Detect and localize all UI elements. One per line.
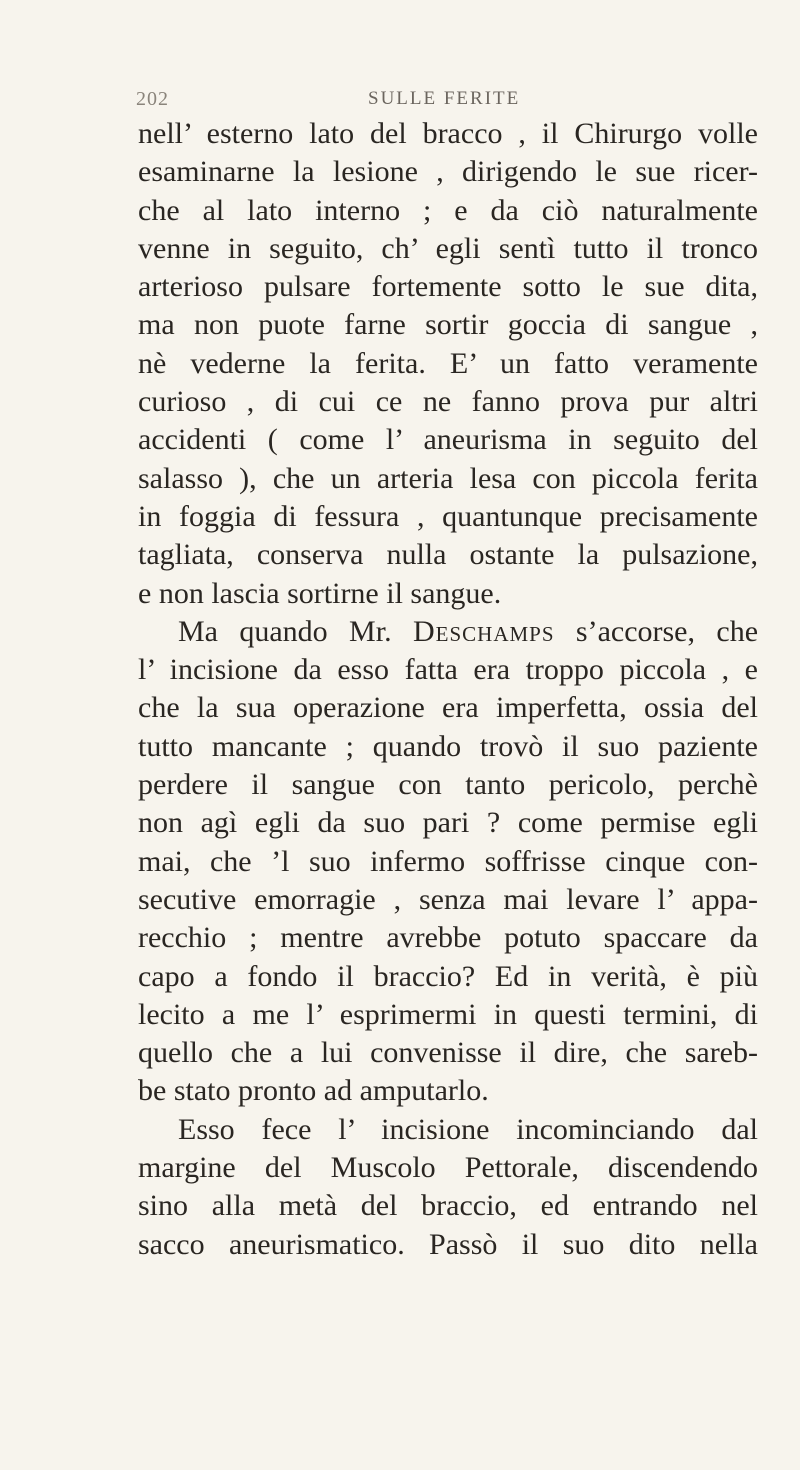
text-line: arterioso pulsare fortemente sotto le sue dita, bbox=[138, 270, 758, 304]
text-line: tutto mancante ; quando trovò il suo paziente bbox=[138, 729, 758, 763]
text-line: ma non puote farne sortir goccia di sangue , bbox=[138, 308, 758, 342]
running-title: SULLE FERITE bbox=[368, 88, 521, 109]
text-line: l’ incisione da esso fatta era troppo piccola , e bbox=[138, 653, 758, 687]
text-line: che al lato interno ; e da ciò naturalmente bbox=[138, 193, 758, 227]
text-line: accidenti ( come l’ aneurisma in seguito del bbox=[138, 423, 758, 457]
text-line: be stato pronto ad amputarlo. bbox=[138, 1074, 489, 1108]
text-line: lecito a me l’ esprimermi in questi termini, di bbox=[138, 997, 758, 1031]
text-line: perdere il sangue con tanto pericolo, perchè bbox=[138, 768, 758, 802]
running-head bbox=[0, 88, 800, 118]
text-fragment: Ma quando Mr. bbox=[178, 614, 392, 648]
text-line: curioso , di cui ce ne fanno prova pur altri bbox=[138, 385, 758, 419]
text-line: nè vederne la ferita. E’ un fatto veramente bbox=[138, 346, 758, 380]
text-line: secutive emorragie , senza mai levare l’ appa- bbox=[138, 882, 758, 916]
text-line: e non lascia sortirne il sangue. bbox=[138, 576, 502, 610]
text-line: mai, che ’l suo infermo soffrisse cinque con- bbox=[138, 844, 758, 878]
text-fragment: s’accorse, che bbox=[575, 614, 759, 648]
text-line bbox=[138, 613, 758, 651]
paragraph-3 bbox=[138, 1111, 758, 1264]
text-line: che la sua operazione era imperfetta, ossia del bbox=[138, 691, 758, 725]
text-line: capo a fondo il braccio? Ed in verità, è più bbox=[138, 959, 758, 993]
text-line: sino alla metà del braccio, ed entrando nel bbox=[138, 1189, 758, 1223]
text-line: nell’ esterno lato del bracco , il Chirurgo volle bbox=[138, 117, 758, 150]
text-line: sacco aneurismatico. Passò il suo dito nella bbox=[138, 1227, 758, 1261]
text-line: salasso ), che un arteria lesa con piccola ferita bbox=[138, 461, 758, 495]
text-line: in foggia di fessura , quantunque precisamente bbox=[138, 499, 758, 533]
text-line: quello che a lui convenisse il dire, che sareb- bbox=[138, 1036, 758, 1070]
text-line: non agì egli da suo pari ? come permise egli bbox=[138, 806, 758, 840]
text-line: Esso fece l’ incisione incominciando dal bbox=[178, 1112, 758, 1146]
body-text bbox=[138, 115, 758, 1264]
text-line: margine del Muscolo Pettorale, discendendo bbox=[138, 1151, 758, 1185]
text-line: tagliata, conserva nulla ostante la pulsazione, bbox=[138, 538, 758, 572]
paragraph-2 bbox=[138, 613, 758, 1111]
text-line: esaminarne la lesione , dirigendo le sue ricer- bbox=[138, 155, 758, 189]
person-name: Deschamps bbox=[412, 614, 555, 648]
paragraph-1 bbox=[138, 115, 758, 613]
text-line: recchio ; mentre avrebbe potuto spaccare da bbox=[138, 921, 758, 955]
page-number: 202 bbox=[136, 88, 169, 110]
text-line: venne in seguito, ch’ egli sentì tutto il tronco bbox=[138, 231, 758, 265]
